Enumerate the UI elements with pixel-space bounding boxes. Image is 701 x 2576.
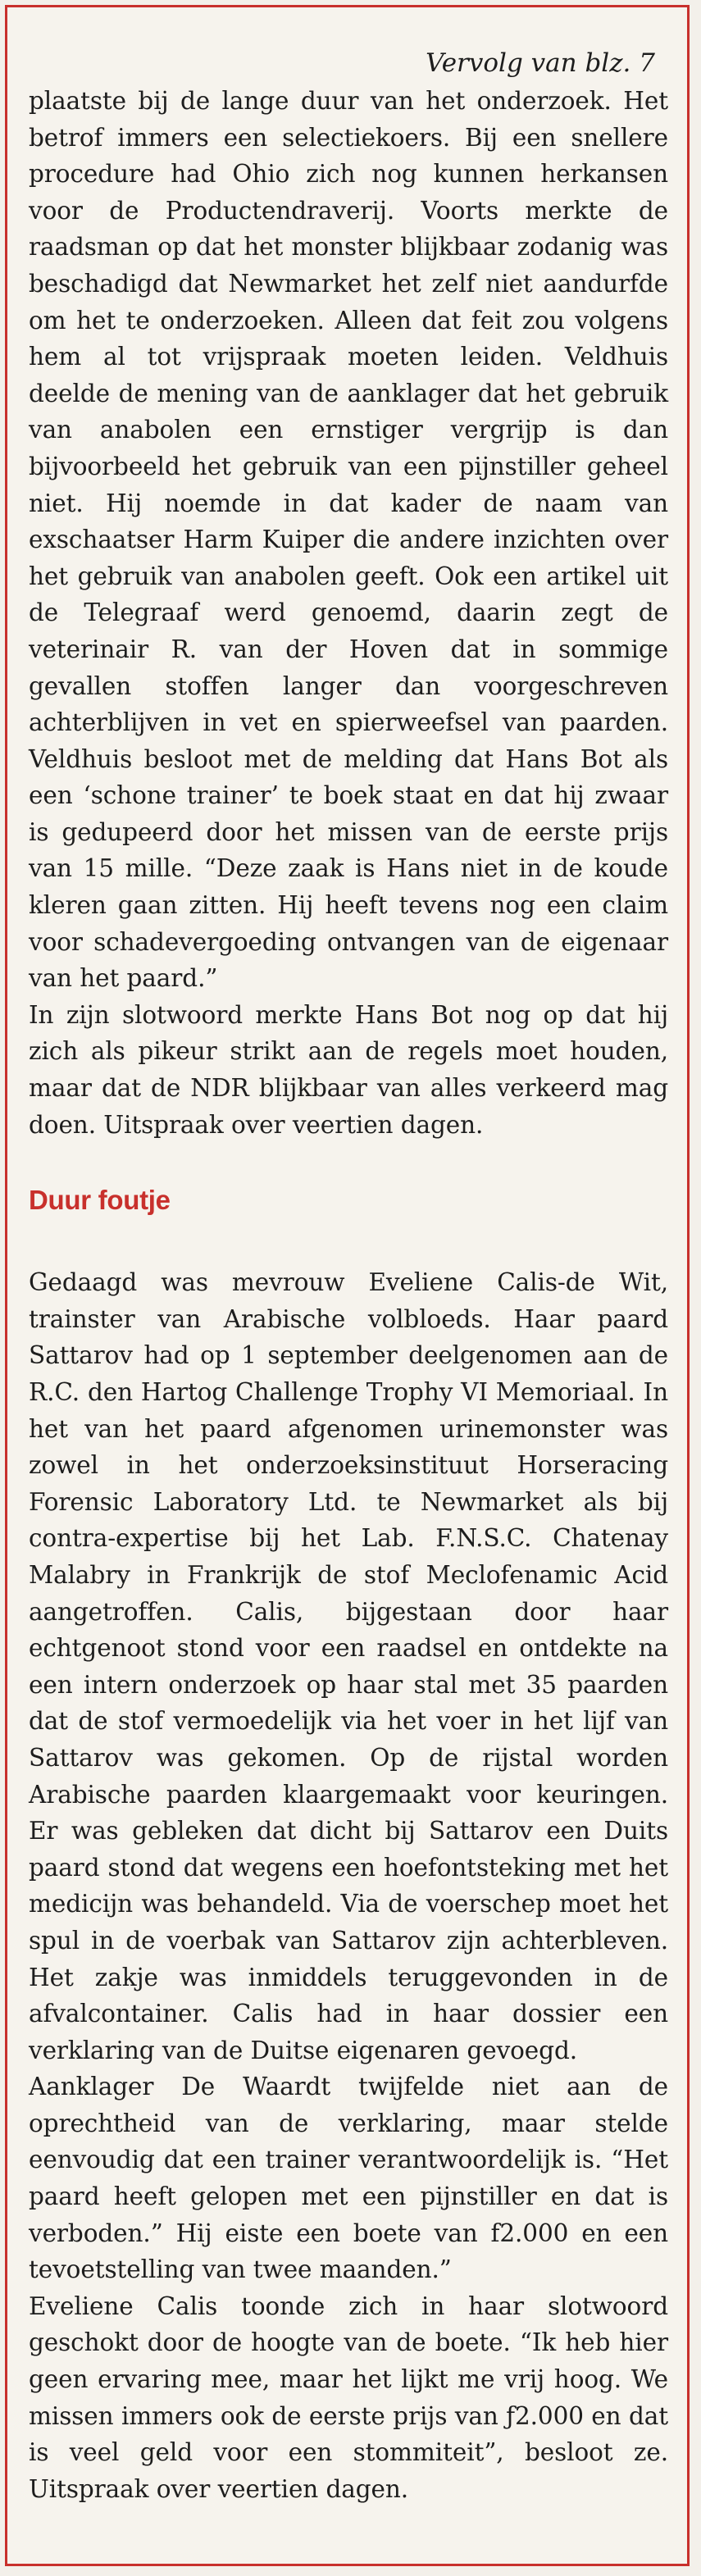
article-page <box>5 5 690 2566</box>
paragraph: Eveliene Calis toonde zich in haar slotwoord geschokt door de hoogte van de boete. “Ik heb hier geen ervaring mee, maar het lijkt me vrij hoog. We missen immers ook de eerste prijs van ƒ2.000 en dat is veel geld voor een stommiteit”, besloot ze. Uitspraak over veertien dagen. <box>29 2292 668 2503</box>
paragraph: Gedaagd was mevrouw Eveliene Calis-de Wit, trainster van Arabische volbloeds. Haar paard Sattarov had op 1 september deelgenomen aan de R.C. den Hartog Challenge Trophy VI Memoriaal. In het van het paard afgenomen urinemonster was zowel in het onderzoeksinstituut Horseracing Forensic Laboratory Ltd. te Newmarket als bij contra-expertise bij het Lab. F.N.S.C. Chatenay Malabry in Frankrijk de stof Meclofenamic Acid aangetroffen. Calis, bijgestaan door haar echtgenoot stond voor een raadsel en ontdekte na een intern onderzoek op haar stal met 35 paarden dat de stof vermoedelijk via het voer in het lijf van Sattarov was gekomen. Op de rijstal worden Arabische paarden klaargemaakt voor keuringen. Er was gebleken dat dicht bij Sattarov een Duits paard stond dat wegens een hoefontsteking met het medicijn was behandeld. Via de voerschep moet het spul in de voerbak van Sattarov zijn achterbleven. Het zakje was inmiddels teruggevonden in de afvalcontainer. Calis had in haar dossier een verklaring van de Duitse eigenaren gevoegd. <box>29 1268 668 2064</box>
paragraph: plaatste bij de lange duur van het onderzoek. Het betrof immers een selectiekoers. Bij een snellere procedure had Ohio zich nog kunnen herkansen voor de Productendraverij. Voorts merkte de raadsman op dat het monster blijkbaar zodanig was beschadigd dat Newmarket het zelf niet aandurfde om het te onderzoeken. Alleen dat feit zou volgens hem al tot vrijspraak moeten leiden. Veldhuis deelde de mening van de aanklager dat het gebruik van anabolen een ernstiger vergrijp is dan bijvoorbeeld het gebruik van een pijnstiller geheel niet. Hij noemde in dat kader de naam van exschaatser Harm Kuiper die andere inzichten over het gebruik van anabolen geeft. Ook een artikel uit de Telegraaf werd genoemd, daarin zegt de veterinair R. van der Hoven dat in sommige gevallen stoffen langer dan voorgeschreven achterblijven in vet en spierweefsel van paarden. Veldhuis besloot met de melding dat Hans Bot als een ‘schone trainer’ te boek staat en dat hij zwaar is gedupeerd door het missen van de eerste prijs van 15 mille. “Deze zaak is Hans niet in de koude kleren gaan zitten. Hij heeft tevens nog een claim voor schadevergoeding ontvangen van de eigenaar van het paard.” <box>29 87 668 993</box>
section-heading: Duur foutje <box>29 1185 171 1216</box>
paragraph: Aanklager De Waardt twijfelde niet aan de oprechtheid van de verklaring, maar stelde eenvoudig dat een trainer verantwoordelijk is. “Het paard heeft gelopen met een pijnstiller en dat is verboden.” Hij eiste een boete van f2.000 en een tevoetstelling van twee maanden.” <box>29 2073 668 2284</box>
continuation-note: Vervolg van blz. 7 <box>426 48 655 78</box>
article-column <box>29 47 668 2507</box>
paragraph: In zijn slotwoord merkte Hans Bot nog op dat hij zich als pikeur strikt aan de regels moet houden, maar dat de NDR blijkbaar van alles verkeerd mag doen. Uitspraak over veertien dagen. <box>29 1000 668 1139</box>
